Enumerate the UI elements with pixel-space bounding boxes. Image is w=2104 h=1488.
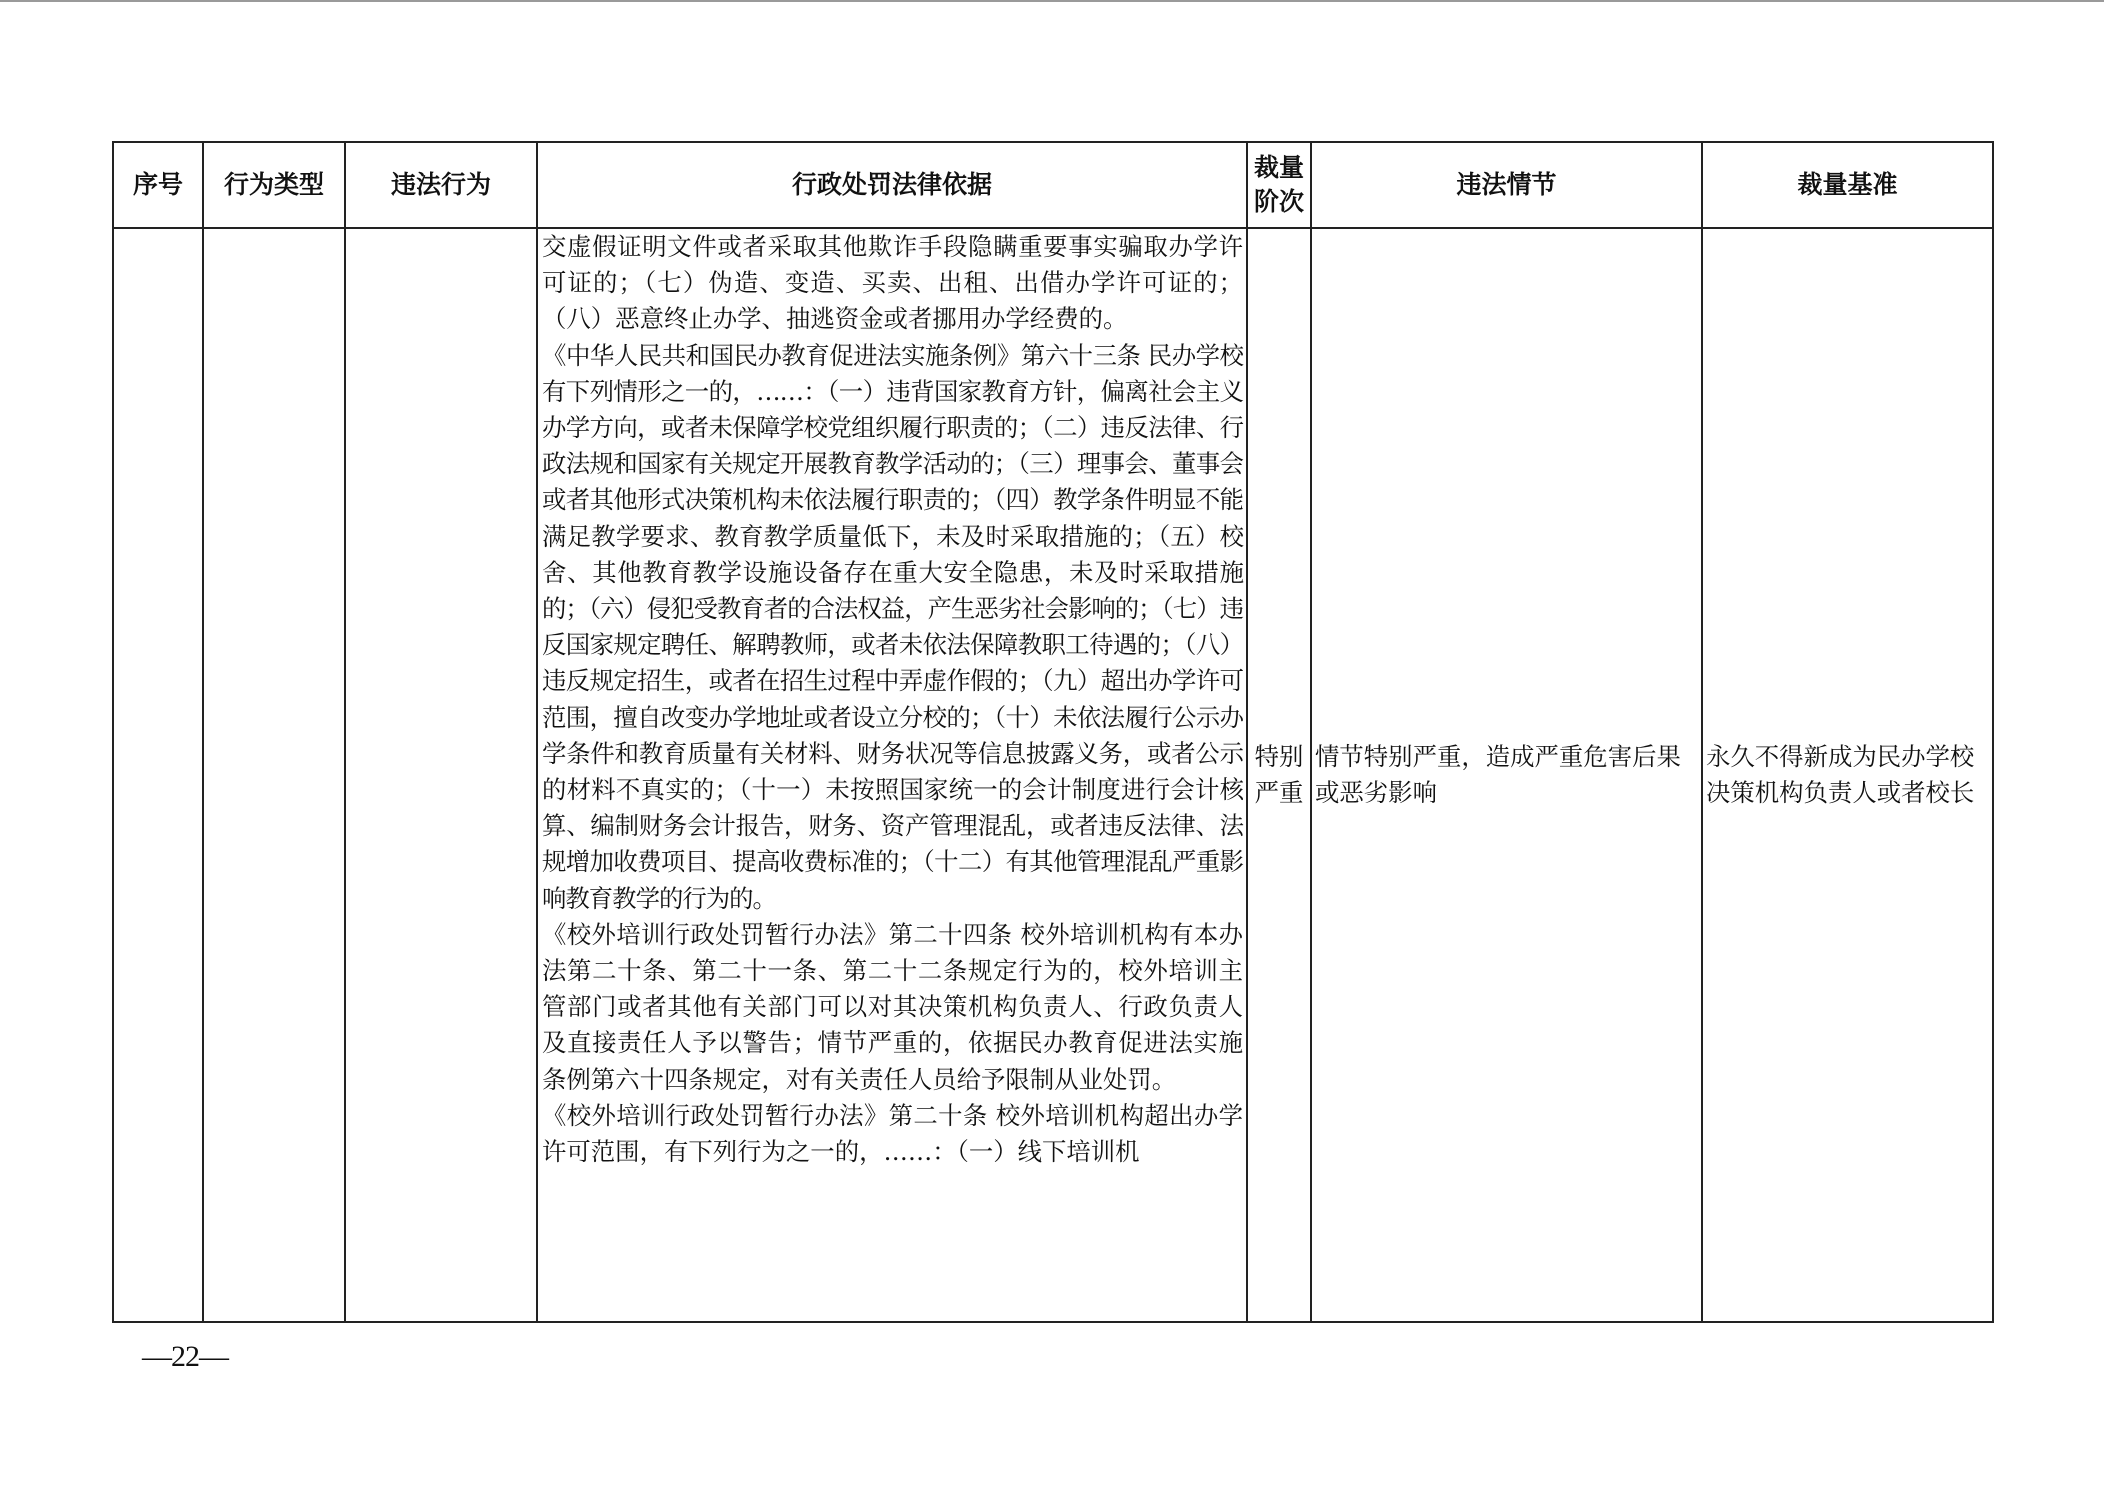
header-behavior-type: 行为类型 (203, 142, 345, 228)
cell-legal-basis (537, 228, 1247, 1322)
cell-standard: 永久不得新成为民办学校决策机构负责人或者校长 (1702, 228, 1993, 1322)
header-level: 裁量阶次 (1247, 142, 1311, 228)
legal-basis-paragraph: 交虚假证明文件或者采取其他欺诈手段隐瞒重要事实骗取办学许可证的；（七）伪造、变造、买卖、出租、出借办学许可证的；（八）恶意终止办学、抽逃资金或者挪用办学经费的。 (542, 232, 1243, 334)
cell-violation (345, 228, 537, 1322)
legal-basis-paragraph: 《校外培训行政处罚暂行办法》第二十四条 校外培训机构有本办法第二十条、第二十一条、第二十二条规定行为的，校外培训主管部门或者其他有关部门可以对其决策机构负责人、行政负责人及直接责任人予以警告；情节严重的，依据民办教育促进法实施条例第六十四条规定，对有关责任人员给予限制从业处罚。 (542, 919, 1243, 1094)
legal-basis-paragraph: 《中华人民共和国民办教育促进法实施条例》第六十三条 民办学校有下列情形之一的，……：（一）违背国家教育方针，偏离社会主义办学方向，或者未保障学校党组织履行职责的；（二）违反法律、行政法规和国家有关规定开展教育教学活动的；（三）理事会、董事会或者其他形式决策机构未依法履行职责的；（四）教学条件明显不能满足教学要求、教育教学质量低下，未及时采取措施的；（五）校舍、其他教育教学设施设备存在重大安全隐患，未及时采取措施的；（六）侵犯受教育者的合法权益，产生恶劣社会影响的；（七）违反国家规定聘任、解聘教师，或者未依法保障教职工待遇的；（八）违反规定招生，或者在招生过程中弄虚作假的；（九）超出办学许可范围，擅自改变办学地址或者设立分校的；（十）未依法履行公示办学条件和教育质量有关材料、财务状况等信息披露义务，或者公示的材料不真实的；（十一）未按照国家统一的会计制度进行会计核算、编制财务会计报告，财务、资产管理混乱，或者违反法律、法规增加收费项目、提高收费标准的；（十二）有其他管理混乱严重影响教育教学的行为的。 (542, 340, 1243, 913)
page-number: —22— (142, 1340, 228, 1373)
header-circumstance: 违法情节 (1311, 142, 1702, 228)
cell-circumstance: 情节特别严重，造成严重危害后果或恶劣影响 (1311, 228, 1702, 1322)
discretion-table (112, 141, 1994, 1323)
header-legal-basis: 行政处罚法律依据 (537, 142, 1247, 228)
header-violation: 违法行为 (345, 142, 537, 228)
cell-behavior-type (203, 228, 345, 1322)
cell-seq (113, 228, 203, 1322)
top-border-line (0, 0, 2104, 2)
cell-level: 特别严重 (1247, 228, 1311, 1322)
legal-basis-paragraph: 《校外培训行政处罚暂行办法》第二十条 校外培训机构超出办学许可范围，有下列行为之一的，……：（一）线下培训机 (542, 1100, 1243, 1167)
table-header-row (113, 142, 1993, 228)
header-seq: 序号 (113, 142, 203, 228)
header-standard: 裁量基准 (1702, 142, 1993, 228)
table-row (113, 228, 1993, 1322)
